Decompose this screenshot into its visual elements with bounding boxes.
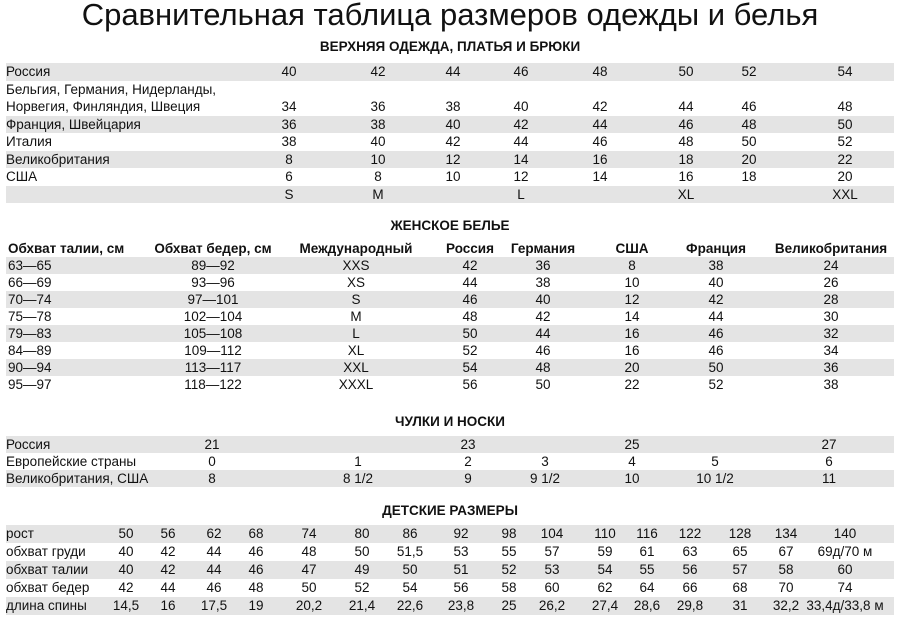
row-label: обхват груди <box>6 544 86 559</box>
table-cell: 60 <box>544 580 560 595</box>
table-cell: 8 <box>628 258 636 273</box>
table-cell: 50 <box>462 326 478 341</box>
section-heading-kids: ДЕТСКИЕ РАЗМЕРЫ <box>382 503 518 518</box>
table-cell: 50 <box>301 580 317 595</box>
table-cell: 64 <box>639 580 655 595</box>
table-cell: 38 <box>535 275 551 290</box>
row-label: Бельгия, Германия, Нидерланды, <box>6 81 217 97</box>
table-cell: 57 <box>732 562 748 577</box>
table-cell: 44 <box>206 544 222 559</box>
table-cell: 65 <box>732 544 748 559</box>
table-row <box>6 81 894 99</box>
table-cell: 55 <box>501 544 517 559</box>
table-cell: 48 <box>301 544 317 559</box>
row-label: Италия <box>6 134 52 149</box>
table-cell: 52 <box>501 562 517 577</box>
table-cell: 42 <box>445 134 461 149</box>
table-cell: 44 <box>708 309 724 324</box>
table-cell: 10 <box>624 275 640 290</box>
table-cell: 6 <box>285 169 293 184</box>
column-header: Обхват талии, см <box>8 241 125 256</box>
table-cell: 12 <box>445 151 461 167</box>
table-row <box>6 274 894 291</box>
table-cell: 40 <box>513 99 529 114</box>
table-cell: 40 <box>535 292 551 307</box>
table-row <box>6 561 894 579</box>
table-cell: 10 <box>445 169 461 184</box>
table-cell: 48 <box>535 360 551 375</box>
table-cell: 50 <box>708 360 724 375</box>
table-cell: 128 <box>728 526 752 541</box>
row-label: длина спины <box>6 598 87 613</box>
table-cell: 10 <box>624 471 640 486</box>
table-cell: 20,2 <box>295 598 323 613</box>
table-cell: 74 <box>837 580 853 595</box>
table-cell: 92 <box>453 526 469 541</box>
table-cell: 8 <box>374 169 382 184</box>
column-header: Международный <box>299 241 413 256</box>
table-cell: 4 <box>628 454 636 469</box>
table-cell: 16 <box>160 598 176 613</box>
table-cell: 134 <box>774 526 798 541</box>
table-cell: 25 <box>624 437 640 452</box>
table-cell: 44 <box>445 64 461 79</box>
table-row <box>6 257 894 274</box>
row-label: Франция, Швейцария <box>6 116 141 132</box>
table-cell: 42 <box>462 258 478 273</box>
table-cell: 14 <box>592 169 608 184</box>
table-cell: 10 1/2 <box>696 471 734 486</box>
table-cell: 52 <box>837 134 853 149</box>
row-label: Европейские страны <box>6 454 137 469</box>
table-cell: 52 <box>354 580 370 595</box>
table-cell: 16 <box>592 151 608 167</box>
table-cell: M <box>350 309 362 324</box>
table-cell: 22 <box>624 377 640 392</box>
table-cell: 33,4д/33,8 м <box>806 598 884 613</box>
table-cell: 55 <box>639 562 655 577</box>
table-cell: 52 <box>708 377 724 392</box>
table-row <box>6 116 894 134</box>
table-cell: 10 <box>370 151 386 167</box>
column-header: Германия <box>510 241 576 256</box>
table-cell: 9 1/2 <box>529 471 561 486</box>
table-cell: 140 <box>833 526 857 541</box>
table-cell: 56 <box>160 526 176 541</box>
table-cell: 90—94 <box>8 360 52 375</box>
table-cell: XXL <box>832 186 858 202</box>
table-cell: 46 <box>513 64 529 79</box>
table-cell: 48 <box>741 116 757 132</box>
column-header: США <box>615 241 649 256</box>
table-cell: 38 <box>445 99 461 114</box>
table-cell: M <box>372 186 384 202</box>
table-cell: 54 <box>597 562 613 577</box>
table-cell: 30 <box>823 309 839 324</box>
table-cell: 42 <box>513 116 529 132</box>
table-cell: 2 <box>464 454 472 469</box>
table-cell: 38 <box>823 377 839 392</box>
table-cell: 47 <box>301 562 317 577</box>
table-cell: 62 <box>597 580 613 595</box>
table-cell: 104 <box>540 526 564 541</box>
table-cell: 52 <box>462 343 478 358</box>
table-cell: 50 <box>741 134 757 149</box>
table-cell: 36 <box>535 258 551 273</box>
table-cell: 29,8 <box>676 598 704 613</box>
table-cell: 1 <box>354 454 362 469</box>
page-title: Сравнительная таблица размеров одежды и белья <box>81 0 819 32</box>
table-cell: 38 <box>708 258 724 273</box>
table-cell: 11 <box>821 471 837 486</box>
table-cell: 16 <box>624 343 640 358</box>
table-cell: 20 <box>624 360 640 375</box>
table-cell: 53 <box>453 544 469 559</box>
table-cell: 44 <box>535 326 551 341</box>
table-cell: 18 <box>678 151 694 167</box>
table-cell: 14 <box>513 151 529 167</box>
table-row <box>6 291 894 308</box>
table-cell: 3 <box>541 454 549 469</box>
table-cell: 28,6 <box>633 598 661 613</box>
table-cell: 22,6 <box>396 598 424 613</box>
table-header-row <box>6 240 894 257</box>
table-cell: 8 1/2 <box>342 471 374 486</box>
row-label: обхват талии <box>6 562 89 577</box>
table-cell: XL <box>347 343 365 358</box>
row-label: Великобритания, США <box>6 471 149 486</box>
table-cell: S <box>351 292 361 307</box>
table-cell: 0 <box>208 454 216 469</box>
table-cell: 50 <box>535 377 551 392</box>
table-cell: 6 <box>825 454 833 469</box>
row-label: Россия <box>6 64 51 79</box>
table-cell: 12 <box>624 292 640 307</box>
table-cell: 44 <box>513 134 529 149</box>
table-cell: 50 <box>837 116 853 132</box>
table-cell: 18 <box>741 169 757 184</box>
table-cell: 58 <box>501 580 517 595</box>
table-cell: 79—83 <box>8 326 52 341</box>
table-cell: 51 <box>453 562 469 577</box>
table-cell: 12 <box>513 169 529 184</box>
table-cell: 75—78 <box>8 309 52 324</box>
table-cell: 40 <box>708 275 724 290</box>
table-cell: 46 <box>708 343 724 358</box>
table-cell: 46 <box>535 343 551 358</box>
table-cell: 9 <box>464 471 472 486</box>
table-cell: 20 <box>837 169 853 184</box>
table-cell: 42 <box>370 64 386 79</box>
table-cell: 84—89 <box>8 343 52 358</box>
table-row <box>6 151 894 169</box>
table-row <box>6 376 894 393</box>
table-cell: 50 <box>118 526 134 541</box>
table-cell: 22 <box>837 151 853 167</box>
table-cell: L <box>352 326 360 341</box>
table-cell: XS <box>346 275 366 290</box>
table-cell: 80 <box>354 526 370 541</box>
table-row <box>6 525 894 543</box>
table-cell: 26,2 <box>538 598 566 613</box>
table-cell: 40 <box>118 544 134 559</box>
table-cell: 61 <box>639 544 655 559</box>
table-cell: 46 <box>592 134 608 149</box>
table-cell: 23 <box>460 437 476 452</box>
table-cell: 27 <box>821 437 837 452</box>
table-cell: 48 <box>592 64 608 79</box>
table-cell: 50 <box>354 544 370 559</box>
table-cell: 56 <box>462 377 478 392</box>
table-cell: 14,5 <box>112 598 140 613</box>
table-cell: 54 <box>462 360 478 375</box>
table-cell: 53 <box>544 562 560 577</box>
table-cell: 48 <box>462 309 478 324</box>
table-cell: 58 <box>778 562 794 577</box>
table-row <box>6 453 894 470</box>
table-cell: 70 <box>778 580 794 595</box>
row-label: Россия <box>6 437 51 452</box>
table-cell: 5 <box>711 454 719 469</box>
table-cell: 17,5 <box>200 598 228 613</box>
table-row <box>6 63 894 81</box>
table-cell: 8 <box>285 151 293 167</box>
table-cell: 52 <box>741 64 757 79</box>
table-cell: 44 <box>160 580 176 595</box>
table-cell: 54 <box>837 64 853 79</box>
table-cell: S <box>284 186 294 202</box>
table-row <box>6 98 894 116</box>
table-cell: 36 <box>823 360 839 375</box>
table-cell: 113—117 <box>184 360 242 375</box>
table-cell: 25 <box>501 598 517 613</box>
table-cell: 50 <box>402 562 418 577</box>
table-row <box>6 436 894 453</box>
row-label: Норвегия, Финляндия, Швеция <box>6 99 201 114</box>
table-cell: 34 <box>281 99 297 114</box>
table-cell: 44 <box>206 562 222 577</box>
table-row <box>6 325 894 342</box>
table-cell: XXL <box>343 360 369 375</box>
table-cell: 49 <box>354 562 370 577</box>
table-cell: 40 <box>445 116 461 132</box>
table-cell: 62 <box>206 526 222 541</box>
table-cell: 34 <box>823 343 839 358</box>
row-label: обхват бедер <box>6 580 90 595</box>
table-cell: 97—101 <box>187 292 239 307</box>
table-cell: 8 <box>208 471 216 486</box>
table-cell: 36 <box>281 116 297 132</box>
table-cell: 46 <box>708 326 724 341</box>
table-cell: 46 <box>678 116 694 132</box>
table-cell: 46 <box>741 99 757 114</box>
table-row <box>6 543 894 561</box>
table-cell: 28 <box>823 292 839 307</box>
table-cell: 86 <box>402 526 418 541</box>
table-row <box>6 133 894 151</box>
column-header: Россия <box>446 241 494 256</box>
table-cell: 66—69 <box>8 275 52 290</box>
table-cell: 42 <box>592 99 608 114</box>
table-cell: 63—65 <box>8 258 52 273</box>
table-cell: 98 <box>501 526 517 541</box>
row-label: США <box>6 169 38 184</box>
table-cell: 40 <box>118 562 134 577</box>
table-cell: XXXL <box>338 377 374 392</box>
table-cell: 48 <box>837 99 853 114</box>
table-cell: 44 <box>462 275 478 290</box>
table-cell: 48 <box>678 134 694 149</box>
row-label: Великобритания <box>6 151 110 167</box>
table-cell: 36 <box>370 99 386 114</box>
table-cell: 57 <box>544 544 560 559</box>
table-cell: 20 <box>741 151 757 167</box>
table-cell: 59 <box>597 544 613 559</box>
table-cell: 63 <box>682 544 698 559</box>
table-cell: 19 <box>248 598 264 613</box>
row-label: рост <box>6 526 34 541</box>
table-row <box>6 186 894 204</box>
table-cell: 54 <box>402 580 418 595</box>
table-cell: 93—96 <box>191 275 235 290</box>
table-row <box>6 168 894 186</box>
table-cell: 105—108 <box>183 326 243 341</box>
table-row <box>6 359 894 376</box>
table-cell: 68 <box>248 526 264 541</box>
table-row <box>6 597 894 615</box>
table-cell: 116 <box>636 526 658 541</box>
table-cell: 46 <box>462 292 478 307</box>
table-cell: 70—74 <box>8 292 52 307</box>
table-cell: 40 <box>281 64 297 79</box>
table-cell: 56 <box>682 562 698 577</box>
table-cell: 95—97 <box>8 377 52 392</box>
section-heading-hosiery: ЧУЛКИ И НОСКИ <box>395 414 505 429</box>
table-cell: 42 <box>160 544 176 559</box>
table-cell: XL <box>677 186 695 202</box>
table-cell: 56 <box>453 580 469 595</box>
table-cell: 118—122 <box>184 377 242 392</box>
table-cell: 102—104 <box>183 309 243 324</box>
table-cell: 44 <box>678 99 694 114</box>
table-cell: XXS <box>342 258 370 273</box>
table-cell: 32 <box>823 326 839 341</box>
table-cell: 31 <box>732 598 748 613</box>
table-cell: 67 <box>778 544 794 559</box>
table-cell: 69д/70 м <box>817 544 873 559</box>
table-cell: 50 <box>678 64 694 79</box>
table-cell: 42 <box>160 562 176 577</box>
table-cell: 74 <box>301 526 317 541</box>
table-cell: L <box>517 186 525 202</box>
table-cell: 42 <box>118 580 134 595</box>
column-header: Обхват бедер, см <box>154 241 272 256</box>
table-cell: 89—92 <box>191 258 235 273</box>
table-cell: 68 <box>732 580 748 595</box>
table-cell: 46 <box>206 580 222 595</box>
table-cell: 38 <box>370 116 386 132</box>
table-row <box>6 579 894 597</box>
table-cell: 16 <box>624 326 640 341</box>
column-header: Великобритания <box>774 241 888 256</box>
table-cell: 42 <box>708 292 724 307</box>
table-cell: 48 <box>248 580 264 595</box>
table-cell: 16 <box>678 169 694 184</box>
table-cell: 51,5 <box>396 544 424 559</box>
table-row <box>6 342 894 359</box>
table-cell: 109—112 <box>184 343 242 358</box>
column-header: Франция <box>686 241 746 256</box>
table-row <box>6 308 894 325</box>
table-cell: 60 <box>837 562 853 577</box>
table-cell: 21 <box>204 437 220 452</box>
table-cell: 14 <box>624 309 640 324</box>
table-cell: 44 <box>592 116 608 132</box>
table-cell: 26 <box>823 275 839 290</box>
table-cell: 27,4 <box>591 598 619 613</box>
table-cell: 38 <box>281 134 297 149</box>
table-cell: 66 <box>682 580 698 595</box>
table-cell: 21,4 <box>348 598 376 613</box>
table-cell: 46 <box>248 544 264 559</box>
table-cell: 32,2 <box>772 598 800 613</box>
table-cell: 40 <box>370 134 386 149</box>
table-cell: 46 <box>248 562 264 577</box>
table-row <box>6 470 894 487</box>
table-cell: 110 <box>594 526 616 541</box>
table-cell: 24 <box>823 258 839 273</box>
section-heading-lingerie: ЖЕНСКОЕ БЕЛЬЕ <box>390 218 510 233</box>
table-cell: 23,8 <box>447 598 475 613</box>
table-cell: 42 <box>535 309 551 324</box>
section-heading-outerwear: ВЕРХНЯЯ ОДЕЖДА, ПЛАТЬЯ И БРЮКИ <box>319 39 581 54</box>
table-cell: 122 <box>678 526 702 541</box>
